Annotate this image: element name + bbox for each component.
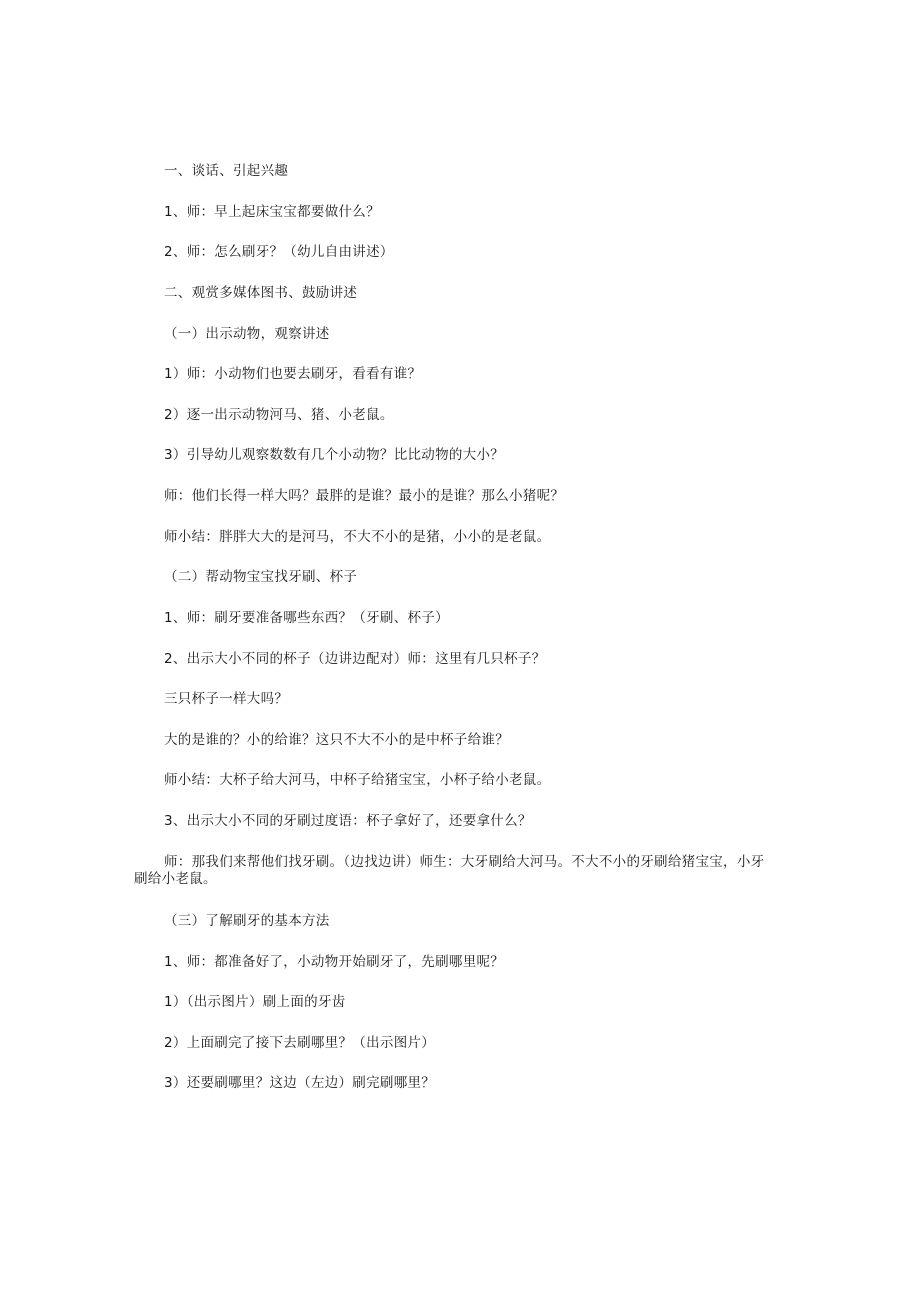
- section-heading-1: 一、谈话、引起兴趣: [164, 163, 289, 179]
- paragraph: 1、师：都准备好了，小动物开始刷牙了，先刷哪里呢？: [164, 954, 505, 970]
- subsection-heading: （二）帮动物宝宝找牙刷、杯子: [164, 569, 358, 585]
- summary: 师小结：大杯子给大河马，中杯子给猪宝宝，小杯子给小老鼠。: [164, 772, 551, 788]
- paragraph: 2）上面刷完了接下去刷哪里？（出示图片）: [164, 1035, 436, 1051]
- paragraph: 大的是谁的？小的给谁？这只不大不小的是中杯子给谁？: [164, 732, 509, 748]
- paragraph: 师：那我们来帮他们找牙刷。（边找边讲）师生：大牙刷给大河马。不大不小的牙刷给猪宝宝，小牙刷给小老鼠。: [134, 854, 765, 887]
- paragraph: 三只杯子一样大吗？: [164, 691, 289, 707]
- section-heading-2: 二、观赏多媒体图书、鼓励讲述: [164, 285, 358, 301]
- paragraph: 师：他们长得一样大吗？最胖的是谁？最小的是谁？那么小猪呢？: [164, 488, 565, 504]
- paragraph: 1、师：早上起床宝宝都要做什么？: [164, 204, 380, 220]
- paragraph: 1、师：刷牙要准备哪些东西？（牙刷、杯子）: [164, 610, 449, 626]
- subsection-heading: （三）了解刷牙的基本方法: [164, 913, 330, 929]
- summary: 师小结：胖胖大大的是河马，不大不小的是猪，小小的是老鼠。: [164, 529, 551, 545]
- paragraph: 2）逐一出示动物河马、猪、小老鼠。: [164, 407, 394, 423]
- paragraph: 1）师：小动物们也要去刷牙，看看有谁？: [164, 366, 422, 382]
- subsection-heading: （一）出示动物，观察讲述: [164, 326, 330, 342]
- paragraph: 3）还要刷哪里？这边（左边）刷完刷哪里？: [164, 1075, 436, 1091]
- paragraph: 3、出示大小不同的牙刷过度语：杯子拿好了，还要拿什么？: [164, 813, 532, 829]
- paragraph: 2、出示大小不同的杯子（边讲边配对）师：这里有几只杯子？: [164, 651, 546, 667]
- paragraph: 3）引导幼儿观察数数有几个小动物？比比动物的大小？: [164, 447, 505, 463]
- paragraph: 1）（出示图片）刷上面的牙齿: [164, 994, 346, 1010]
- paragraph: 2、师：怎么刷牙？（幼儿自由讲述）: [164, 244, 394, 260]
